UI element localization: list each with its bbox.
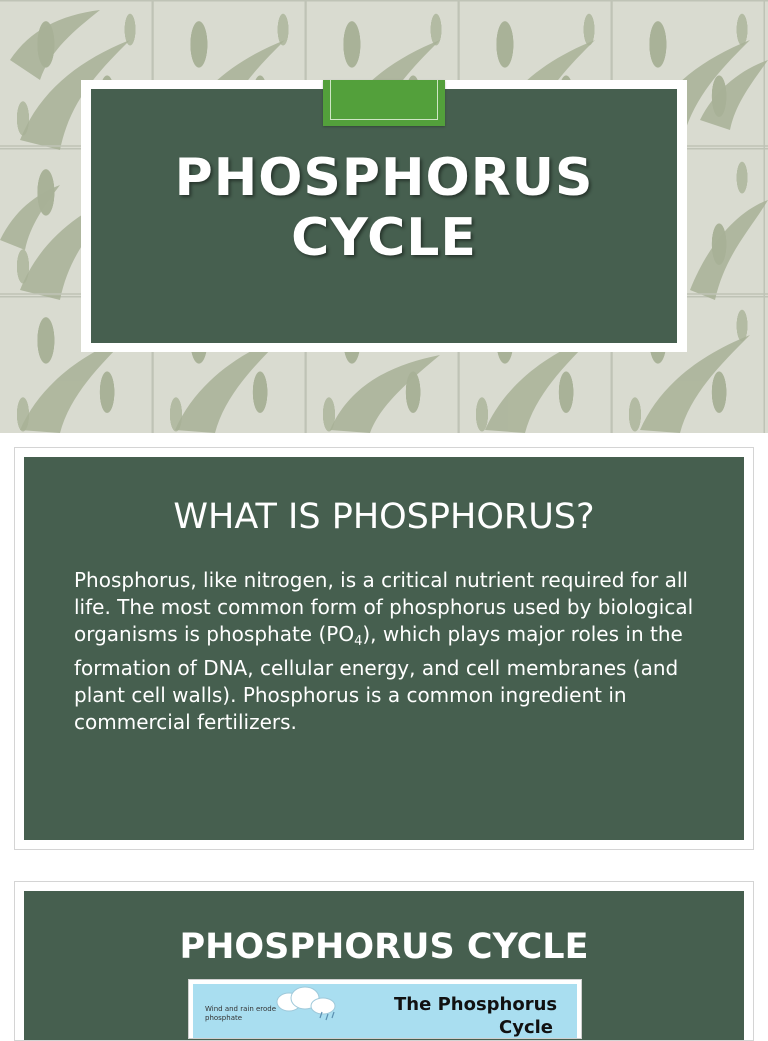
diagram-title-line2: Cycle bbox=[499, 1017, 553, 1038]
slide-title-line: CYCLE bbox=[291, 208, 477, 268]
slide-heading: WHAT IS PHOSPHORUS? bbox=[173, 497, 595, 537]
slide-title-line: PHOSPHORUS bbox=[174, 148, 594, 208]
title-slide bbox=[0, 0, 768, 433]
accent-tab-inner-border bbox=[330, 80, 438, 120]
what-is-phosphorus-slide bbox=[14, 447, 754, 850]
phosphorus-cycle-slide bbox=[14, 881, 754, 1041]
slide-title bbox=[0, 148, 768, 268]
rain-icon bbox=[319, 1010, 339, 1030]
content-panel bbox=[24, 891, 744, 1040]
accent-tab bbox=[323, 80, 445, 126]
diagram-caption: Wind and rain erode phosphate bbox=[205, 1005, 277, 1022]
slide-heading: PHOSPHORUS CYCLE bbox=[179, 927, 589, 967]
slide-body-text bbox=[74, 567, 704, 736]
phosphorus-cycle-diagram bbox=[188, 979, 582, 1039]
body-text-part: ), which plays major roles in the formation of DNA, cellular energy, and cell membranes (and plant cell walls). Phosphorus is a common ingredient in commercial fertilizers. bbox=[74, 622, 683, 734]
diagram-title: The Phosphorus bbox=[394, 994, 558, 1015]
body-subscript: 4 bbox=[354, 634, 363, 649]
content-panel bbox=[24, 457, 744, 840]
body-text-part: Phosphorus, like nitrogen, is a critical nutrient required for all life. The most common form of phosphorus used by biological organisms is phosphate (PO bbox=[74, 568, 694, 646]
